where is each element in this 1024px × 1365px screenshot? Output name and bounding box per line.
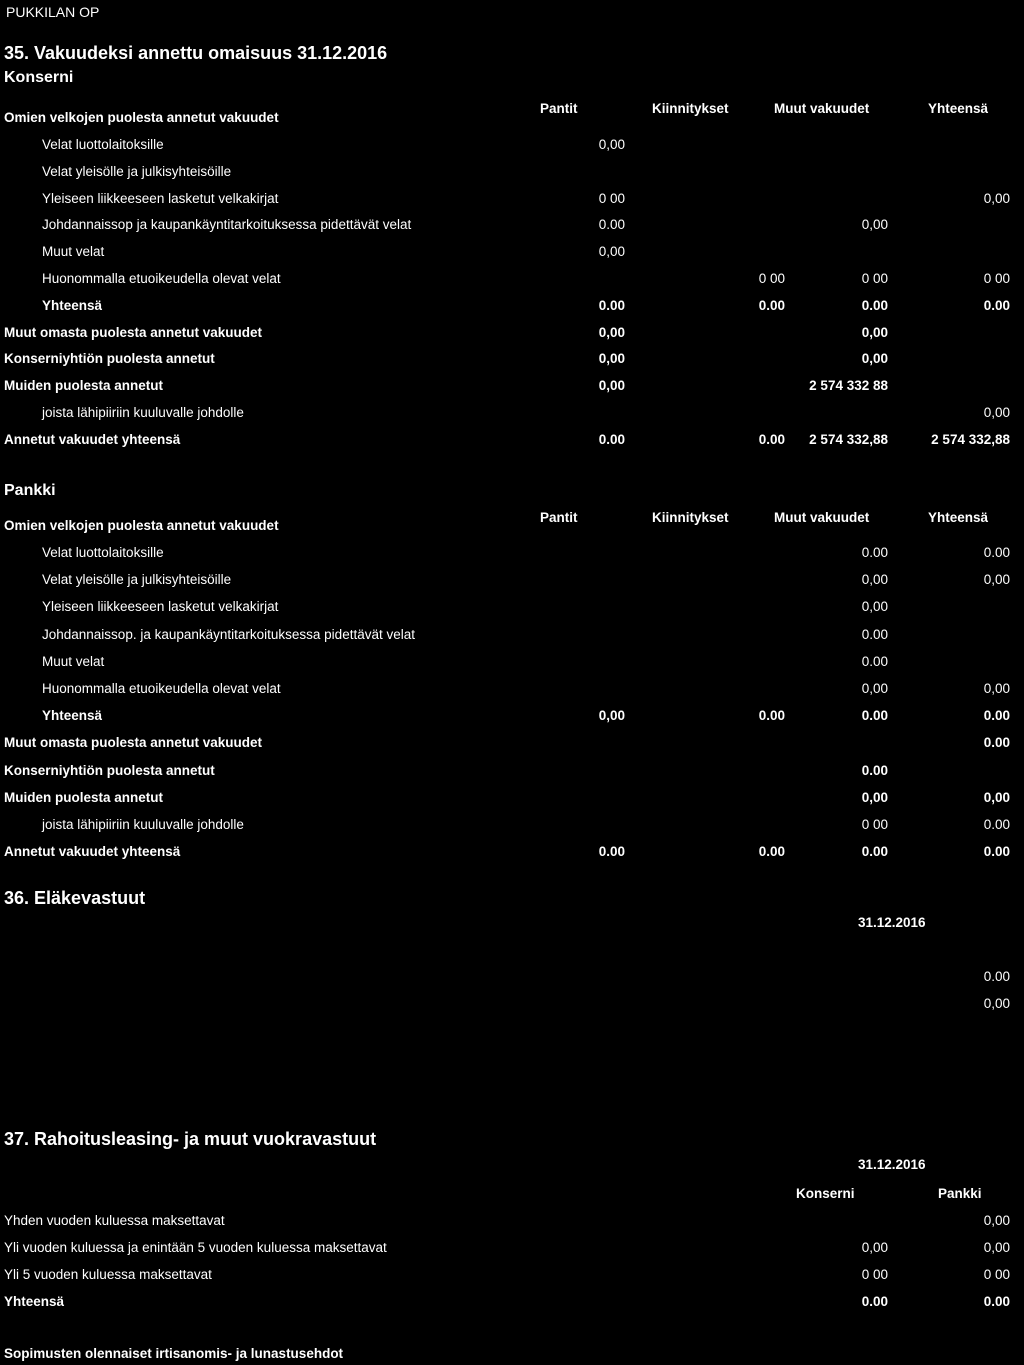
row-label: Huonommalla etuoikeudella olevat velat xyxy=(42,271,281,286)
konserni-title: Konserni xyxy=(4,69,74,86)
cell-value: 0.00 xyxy=(758,844,785,860)
row-label: Yhteensä xyxy=(42,297,103,313)
note-37-title: 37. Rahoitusleasing- ja muut vuokravastuut xyxy=(4,1129,377,1149)
table-row xyxy=(0,191,1024,211)
cell-value: 0.00 xyxy=(983,844,1010,860)
cell-value: 0.00 xyxy=(983,297,1010,313)
cell-value: 0,00 xyxy=(983,789,1010,805)
cell-value: 0.00 xyxy=(861,708,888,724)
note-36-title: 36. Eläkevastuut xyxy=(4,888,146,908)
row-label: Muut omasta puolesta annetut vakuudet xyxy=(4,324,263,340)
pankki-col-yhteensa: Yhteensä xyxy=(928,510,989,525)
table-row xyxy=(0,654,1024,674)
cell-value: 0 00 xyxy=(861,817,888,832)
table-row xyxy=(0,405,1024,425)
pankki-col-kiinnitykset: Kiinnitykset xyxy=(652,510,729,525)
pankki-col-muut-vakuudet: Muut vakuudet xyxy=(774,510,870,525)
row-label: Velat yleisölle ja julkisyhteisöille xyxy=(42,572,232,588)
table-row xyxy=(0,351,1024,371)
row-label: joista lähipiiriin kuuluvalle johdolle xyxy=(42,817,244,832)
table-row xyxy=(0,1240,1024,1260)
row-label: Yhteensä xyxy=(4,1294,65,1309)
pankki-col-pantit: Pantit xyxy=(540,510,578,525)
table-row xyxy=(0,378,1024,398)
cell-value: 0.00 xyxy=(758,431,785,447)
table-row xyxy=(0,599,1024,619)
note-36-date: 31.12.2016 xyxy=(858,915,926,930)
cell-value: 0.00 xyxy=(758,708,785,724)
row-label: Yli vuoden kuluessa ja enintään 5 vuoden kuluessa maksettavat xyxy=(4,1240,387,1255)
table-row xyxy=(0,271,1024,291)
table-row xyxy=(0,545,1024,565)
cell-value: 0,00 xyxy=(598,351,625,367)
table-row xyxy=(0,164,1024,184)
cell-value: 0 00 xyxy=(861,1267,888,1282)
row-label: Velat yleisölle ja julkisyhteisöille xyxy=(42,163,232,179)
cell-value: 0,00 xyxy=(983,1213,1010,1228)
cell-value: 0 00 xyxy=(983,271,1010,286)
cell-value: 0.00 xyxy=(598,297,625,313)
cell-value: 2 574 332,88 xyxy=(931,431,1010,447)
row-label: Yhden vuoden kuluessa maksettavat xyxy=(4,1213,225,1228)
cell-value: 0,00 xyxy=(861,324,888,340)
cell-value: 0,00 xyxy=(598,324,625,340)
row-label: Yleiseen liikkeeseen lasketut velkakirjat xyxy=(42,190,279,206)
table-row xyxy=(0,572,1024,592)
konserni-col-muut-vakuudet: Muut vakuudet xyxy=(774,101,870,116)
row-label: Konserniyhtiön puolesta annetut xyxy=(4,762,215,778)
row-label: Yleiseen liikkeeseen lasketut velkakirjat xyxy=(42,599,279,615)
konserni-col-kiinnitykset: Kiinnitykset xyxy=(652,101,729,116)
cell-value: 0.00 xyxy=(861,762,888,778)
table-row xyxy=(0,735,1024,755)
pankki-title: Pankki xyxy=(4,482,56,499)
table-row xyxy=(0,1213,1024,1233)
table-row xyxy=(0,432,1024,452)
row-label: Annetut vakuudet yhteensä xyxy=(4,431,181,447)
table-row xyxy=(0,817,1024,837)
row-label: Annetut vakuudet yhteensä xyxy=(4,844,181,860)
cell-value: 0,00 xyxy=(861,681,888,696)
table-row xyxy=(0,681,1024,701)
row-label: Johdannaissop. ja kaupankäyntitarkoituksessa pidettävät velat xyxy=(42,626,415,642)
note-35-title: 35. Vakuudeksi annettu omaisuus 31.12.2016 xyxy=(4,43,388,63)
cell-value: 0.00 xyxy=(861,1294,888,1309)
cell-value: 0,00 xyxy=(861,599,888,615)
cell-value: 0.00 xyxy=(861,844,888,860)
note-37-date: 31.12.2016 xyxy=(858,1157,926,1172)
row-label: Muiden puolesta annetut xyxy=(4,378,164,394)
pankki-section-label: Omien velkojen puolesta annetut vakuudet xyxy=(4,518,279,533)
cell-value: 0,00 xyxy=(598,137,625,152)
cell-value: 0,00 xyxy=(983,572,1010,588)
cell-value: 0 00 xyxy=(758,271,785,286)
cell-value: 0 00 xyxy=(983,1267,1010,1282)
row-label: Muut velat xyxy=(42,244,105,260)
cell-value: 0.00 xyxy=(861,297,888,313)
cell-value: 0,00 xyxy=(861,1240,888,1255)
table-row xyxy=(0,298,1024,318)
cell-value: 0 00 xyxy=(861,271,888,286)
note-36-value: 0.00 xyxy=(983,969,1010,984)
cell-value: 0.00 xyxy=(983,735,1010,751)
cell-value: 0.00 xyxy=(861,653,888,669)
table-row xyxy=(0,790,1024,810)
cell-value: 0,00 xyxy=(598,708,625,724)
table-row xyxy=(0,844,1024,864)
cell-value: 0,00 xyxy=(861,217,888,233)
note-37-col-konserni: Konserni xyxy=(796,1186,855,1201)
table-row xyxy=(0,137,1024,157)
table-row xyxy=(0,763,1024,783)
table-row xyxy=(0,1294,1024,1314)
cell-value: 0,00 xyxy=(983,190,1010,206)
cell-value: 0.00 xyxy=(983,708,1010,724)
cell-value: 0.00 xyxy=(983,1294,1010,1309)
cell-value: 0,00 xyxy=(861,572,888,588)
row-label: Konserniyhtiön puolesta annetut xyxy=(4,351,215,367)
row-label: Muut velat xyxy=(42,653,105,669)
page-header: PUKKILAN OP xyxy=(6,4,100,20)
cell-value: 0.00 xyxy=(598,844,625,860)
cell-value: 0.00 xyxy=(598,431,625,447)
note-37-col-pankki: Pankki xyxy=(938,1186,982,1201)
table-row xyxy=(0,244,1024,264)
row-label: Velat luottolaitoksille xyxy=(42,545,164,560)
cell-value: 0.00 xyxy=(983,545,1010,560)
table-row xyxy=(0,325,1024,345)
cell-value: 0,00 xyxy=(983,1240,1010,1255)
cell-value: 0,00 xyxy=(983,681,1010,696)
cell-value: 0 00 xyxy=(598,190,625,206)
row-label: Muut omasta puolesta annetut vakuudet xyxy=(4,735,263,751)
cell-value: 0,00 xyxy=(861,351,888,367)
row-label: joista lähipiiriin kuuluvalle johdolle xyxy=(42,405,244,420)
row-label: Johdannaissop ja kaupankäyntitarkoituksessa pidettävät velat xyxy=(42,217,412,233)
table-row xyxy=(0,217,1024,237)
note-36-row-2 xyxy=(0,996,1024,1016)
cell-value: 0.00 xyxy=(598,217,625,233)
cell-value: 0.00 xyxy=(861,626,888,642)
cell-value: 0.00 xyxy=(983,817,1010,832)
cell-value: 0,00 xyxy=(983,405,1010,420)
table-row xyxy=(0,1267,1024,1287)
cell-value: 0,00 xyxy=(598,378,625,394)
konserni-section-label: Omien velkojen puolesta annetut vakuudet xyxy=(4,110,279,125)
cell-value: 0.00 xyxy=(758,297,785,313)
row-label: Huonommalla etuoikeudella olevat velat xyxy=(42,681,281,696)
note-36-value: 0,00 xyxy=(983,996,1010,1011)
row-label: Yli 5 vuoden kuluessa maksettavat xyxy=(4,1267,212,1282)
note-37-footer: Sopimusten olennaiset irtisanomis- ja lunastusehdot xyxy=(4,1346,344,1361)
row-label: Velat luottolaitoksille xyxy=(42,137,164,152)
konserni-col-yhteensa: Yhteensä xyxy=(928,101,989,116)
cell-value: 0.00 xyxy=(861,545,888,560)
row-label: Muiden puolesta annetut xyxy=(4,789,164,805)
row-label: Yhteensä xyxy=(42,708,103,724)
konserni-col-pantit: Pantit xyxy=(540,101,578,116)
table-row xyxy=(0,708,1024,728)
cell-value: 2 574 332,88 xyxy=(809,431,888,447)
note-36-row-1 xyxy=(0,969,1024,989)
cell-value: 0,00 xyxy=(861,789,888,805)
cell-value: 2 574 332 88 xyxy=(809,378,888,394)
table-row xyxy=(0,627,1024,647)
cell-value: 0,00 xyxy=(598,244,625,260)
